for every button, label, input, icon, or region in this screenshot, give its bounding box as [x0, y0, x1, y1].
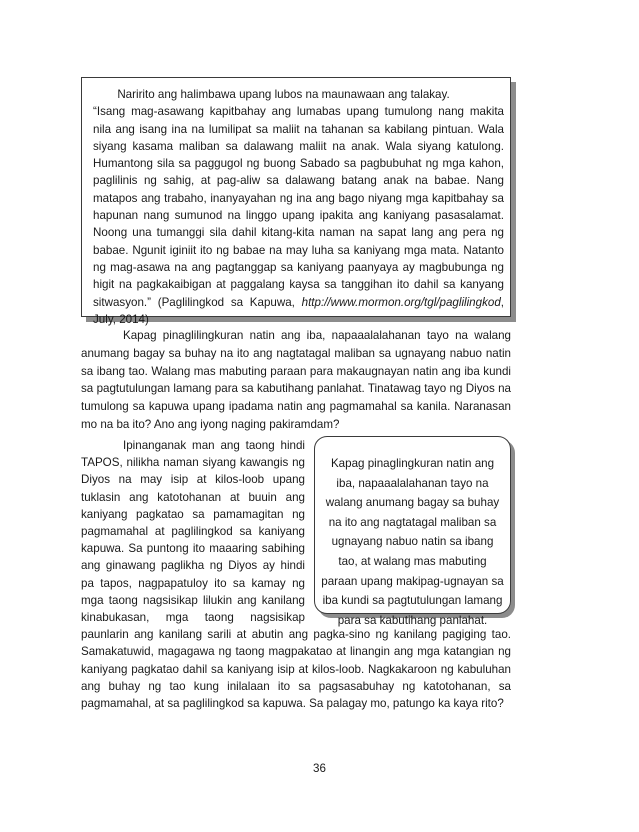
citation-end: , July, 2014) — [93, 295, 504, 326]
paragraph-2-container — [81, 437, 511, 712]
example-intro: Naririto ang halimbawa upang lubos na maunawaan ang talakay. — [117, 88, 450, 101]
example-quote — [93, 103, 504, 328]
paragraph-2: Ipinanganak man ang taong hindi TAPOS, nilikha naman siyang kawangis ng Diyos na may isip at kilos-loob upang tuklasin ang katotohanan at buuin ang kaniyang pagkatao sa pamamagitan ng pagmamahal at paglilingkod sa kaniyang kapuwa. Sa puntong ito maaaring sabihing ang ginawang paglikha ng Diyos ay hindi pa tapos, nagpapatuloy ito sa kamay ng mga taong nagsisikap lilukin ang kanilang kinabukasan, mga taong nagsisikap paunlarin ang kanilang sarili at abutin ang pagka-sino ng kanilang pagiging tao. Samakatuwid, magagawa ng taong magpakatao at linangin ang mga katangian ng kaniyang pagkatao dahil sa kaniyang isip at kilos-loob. Nagkakaroon ng kabuluhan ang buhay ng tao kung inilalaan ito sa pagsasabuhay ng katotohanan, sa pagmamahal, at sa paglilingkod sa kapuwa. Sa palagay mo, patungo ka kaya rito? — [81, 439, 511, 711]
quote-text: “Isang mag-asawang kapitbahay ang lumabas upang tumulong nang makita nila ang isang ina na lumilipat sa maliit na tahanan sa kabilang pintuan. Wala siyang kasama maliban sa dalawang maliit na anak. Wala siyang katulong. Humantong sila sa paggugol ng buong Sabado sa pagbubuhat ng mga kahon, paglilinis ng sahig, at pag-aliw sa dalawang batang anak na babae. Nang matapos ang trabaho, inanyayahan ng ina ang bago niyang mga kapitbahay sa hapunan nang sumunod na linggo upang ipakita ang kaniyang pasasalamat. Noong una tumanggi sila dahil kitang-kita naman na sapat lang ang pera ng babae. Ngunit iginiit ito ng babae na may luha sa kaniyang mga mata. Natanto ng mag-asawa na ang pagtanggap sa kaniyang paanyaya ay magbubunga ng higit na pagkakaibigan at paggalang kaysa sa tanggihan ito dahil sa kanyang sitwasyon.” (Paglilingkod sa Kapuwa, — [93, 105, 504, 309]
callout-box: Kapag pinaglingkuran natin ang iba, napaaalalahanan tayo na walang anumang bagay sa buhay na ito ang nagtatagal maliban sa ugnayang nabuo natin sa ibang tao, at walang mas mabuting paraan upang makipag-ugnayan sa iba kundi sa pagtutulungan lamang para sa kabutihang panlahat. — [314, 436, 511, 614]
page-number: 36 — [313, 762, 326, 775]
example-box — [81, 77, 511, 326]
paragraph-1: Kapag pinaglilingkuran natin ang iba, napaaalalahanan tayo na walang anumang bagay sa buhay na ito ang nagtatagal maliban sa ugnayang nabuo natin sa ibang tao. Walang mas mabuting paraan para makaugnayan natin ang iba kundi sa pagtutulungan lamang para sa kabutihang panlahat. Tinatawag tayo ng Diyos na tumulong sa kapuwa upang ipadama natin ang pagmamahal sa kanila. Naranasan mo na ba ito? Ano ang iyong naging pakiramdam? — [81, 329, 511, 431]
citation-url: http://www.mormon.org/tgl/paglilingkod — [301, 295, 501, 309]
